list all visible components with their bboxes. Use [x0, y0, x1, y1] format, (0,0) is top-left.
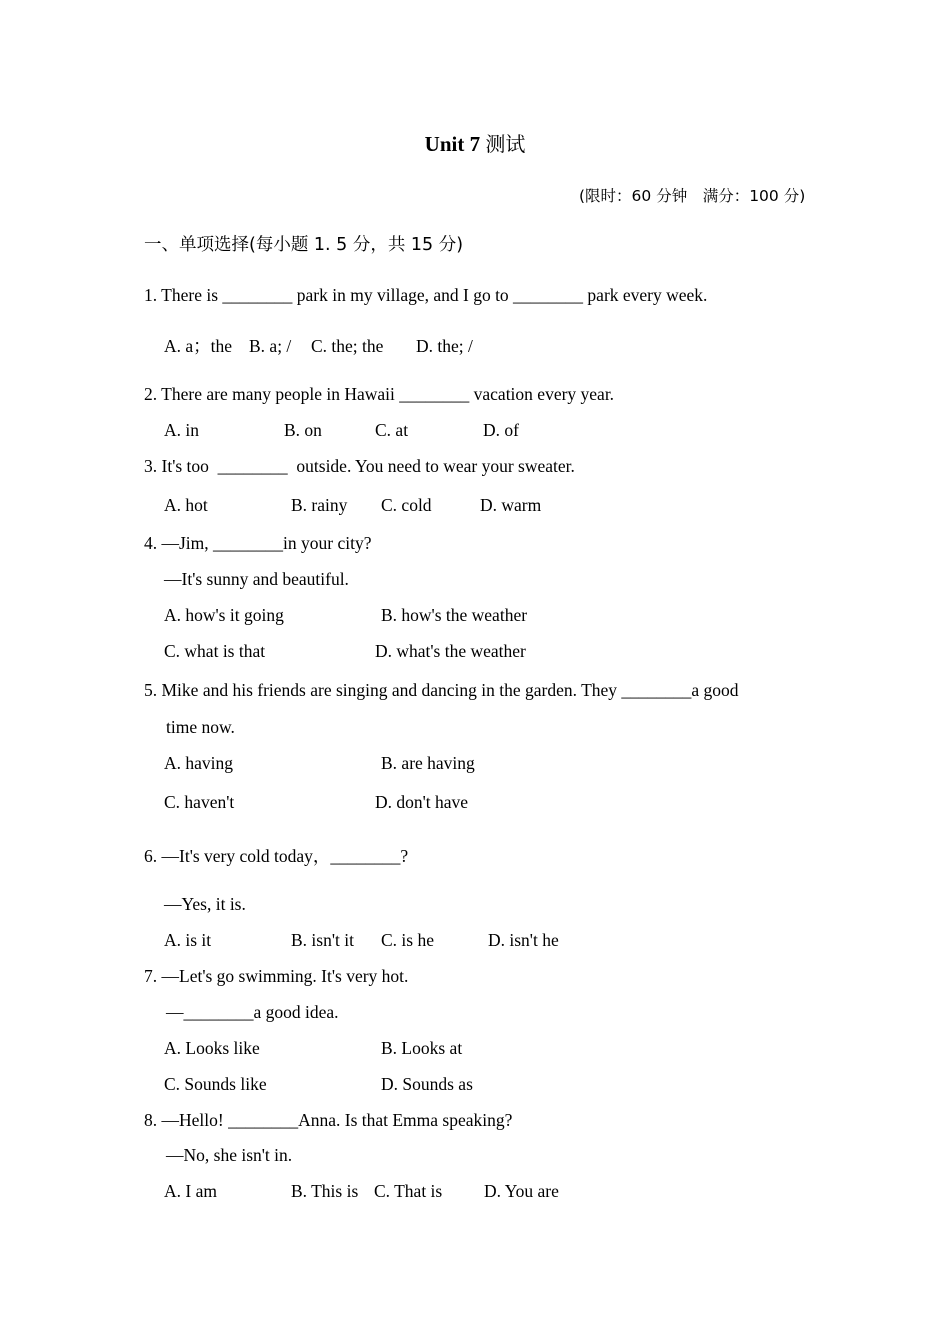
- question-3-stem: 3. It's too ________ outside. You need to wear your sweater.: [144, 456, 575, 476]
- question-3-option-d: D. warm: [480, 495, 542, 515]
- question-7-option-d: D. Sounds as: [381, 1074, 473, 1094]
- question-3-option-c: C. cold: [381, 495, 432, 515]
- question-1-option-b: B. a; /: [249, 336, 292, 356]
- exam-meta: (限时：60 分钟 满分：100 分): [579, 187, 806, 205]
- question-1-option-d: D. the; /: [416, 336, 473, 356]
- question-7-option-b: B. Looks at: [381, 1038, 463, 1058]
- question-2-option-b: B. on: [284, 420, 322, 440]
- question-5-option-d: D. don't have: [375, 792, 469, 812]
- question-3-option-b: B. rainy: [291, 495, 348, 515]
- question-2-option-a: A. in: [164, 420, 199, 440]
- question-4-option-c: C. what is that: [164, 641, 266, 661]
- question-2-option-d: D. of: [483, 420, 519, 440]
- question-7-option-c: C. Sounds like: [164, 1074, 267, 1094]
- question-8-stem: 8. —Hello! ________Anna. Is that Emma speaking?: [144, 1110, 513, 1130]
- question-6-option-c: C. is he: [381, 930, 434, 950]
- question-2-option-c: C. at: [375, 420, 409, 440]
- question-8-option-a: A. I am: [164, 1181, 217, 1201]
- page-title: [0, 131, 950, 157]
- question-5-stem-continued: time now.: [166, 717, 235, 737]
- question-6-option-d: D. isn't he: [488, 930, 559, 950]
- question-7-stem: 7. —Let's go swimming. It's very hot.: [144, 966, 409, 986]
- question-6-stem: 6. —It's very cold today，________?: [144, 846, 409, 866]
- question-1-stem: 1. There is ________ park in my village, and I go to ________ park every week.: [144, 285, 708, 305]
- question-8-option-c: C. That is: [374, 1181, 443, 1201]
- question-8-option-b: B. This is: [291, 1181, 359, 1201]
- section-heading: 一、单项选择(每小题 1. 5 分，共 15 分): [144, 235, 464, 255]
- question-6-answer: —Yes, it is.: [164, 894, 246, 914]
- question-1-option-c: C. the; the: [311, 336, 384, 356]
- question-4-stem: 4. —Jim, ________in your city?: [144, 533, 372, 553]
- title-text: Unit 7: [424, 132, 481, 156]
- question-8-option-d: D. You are: [484, 1181, 559, 1201]
- question-3-option-a: A. hot: [164, 495, 208, 515]
- question-8-answer: —No, she isn't in.: [166, 1145, 293, 1165]
- question-4-option-a: A. how's it going: [164, 605, 284, 625]
- question-5-option-a: A. having: [164, 753, 234, 773]
- title-cn: 测试: [485, 132, 526, 156]
- question-5-stem: 5. Mike and his friends are singing and dancing in the garden. They ________a good: [144, 680, 739, 700]
- question-2-stem: 2. There are many people in Hawaii ________ vacation every year.: [144, 384, 615, 404]
- question-6-option-b: B. isn't it: [291, 930, 354, 950]
- question-7-option-a: A. Looks like: [164, 1038, 260, 1058]
- question-5-option-c: C. haven't: [164, 792, 235, 812]
- question-7-answer: —________a good idea.: [166, 1002, 339, 1022]
- question-4-answer: —It's sunny and beautiful.: [164, 569, 349, 589]
- question-4-option-b: B. how's the weather: [381, 605, 528, 625]
- question-5-option-b: B. are having: [381, 753, 475, 773]
- question-4-option-d: D. what's the weather: [375, 641, 526, 661]
- question-1-option-a: A. a；the: [164, 336, 233, 356]
- question-6-option-a: A. is it: [164, 930, 212, 950]
